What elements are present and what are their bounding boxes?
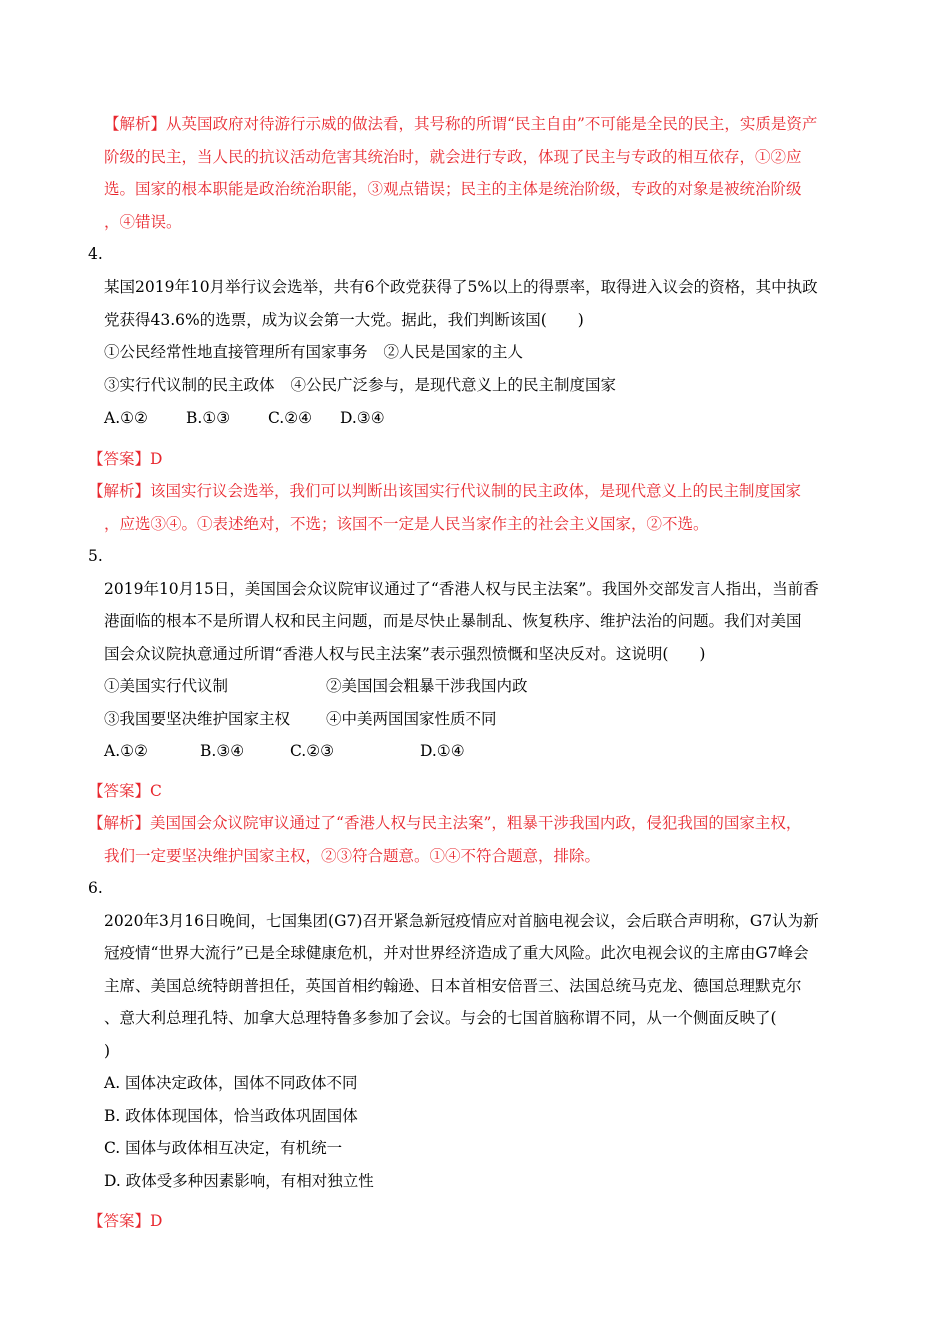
q4-analysis-line1 [88,480,801,502]
q4-options [104,407,385,429]
answer-value: D [150,450,163,468]
q3-analysis-line4: ，④错误。 [104,213,182,231]
q4-number: 4. [88,245,103,263]
q6-stem-line4: 、意大利总理孔特、加拿大总理特鲁多参加了会议。与会的七国首脑称谓不同，从一个侧面反映了( [104,1009,777,1027]
q5-items-row1 [104,675,528,697]
q5-option-d: D.①④ [420,742,465,760]
analysis-tag: 【解析】 [88,814,151,832]
answer-tag: 【答案】 [88,450,151,468]
q5-options [104,740,465,762]
q3-analysis-line3: 选。国家的根本职能是政治统治职能，③观点错误；民主的主体是统治阶级，专政的对象是被统治阶级 [104,180,802,198]
q4-answer [88,448,162,470]
q6-option-a: A. 国体决定政体，国体不同政体不同 [104,1074,358,1092]
q5-analysis-line1 [88,812,801,834]
q4-item-4: ④公民广泛参与，是现代意义上的民主制度国家 [290,376,617,394]
q6-option-c: C. 国体与政体相互决定，有机统一 [104,1139,343,1157]
answer-tag: 【答案】 [88,1212,151,1230]
q4-analysis-line2: ，应选③④。①表述绝对，不选；该国不一定是人民当家作主的社会主义国家，②不选。 [104,515,709,533]
q5-item-3: ③我国要坚决维护国家主权 [104,710,291,728]
q4-stem-line1: 某国2019年10月举行议会选举，共有6个政党获得了5%以上的得票率，取得进入议会的资格，其中执政 [104,278,818,296]
answer-value: C [150,782,162,800]
analysis-text: 从英国政府对待游行示威的做法看，其号称的所谓“民主自由”不可能是全民的民主，实质是资产 [166,115,818,133]
q6-stem-line1: 2020年3月16日晚间，七国集团(G7)召开紧急新冠疫情应对首脑电视会议，会后联合声明称，G7认为新 [104,912,819,930]
analysis-tag: 【解析】 [88,482,151,500]
q5-stem-line3: 国会众议院执意通过所谓“香港人权与民主法案”表示强烈愤慨和坚决反对。这说明( ) [104,645,706,663]
q4-option-b: B.①③ [186,409,231,427]
q5-option-c: C.②③ [290,742,335,760]
q6-stem-line5: ) [104,1042,111,1060]
q3-analysis-line1 [104,113,817,135]
q6-number: 6. [88,879,103,897]
q5-items-row2 [104,708,497,730]
q6-answer [88,1210,162,1232]
q5-option-a: A.①② [104,742,148,760]
q6-stem-line3: 主席、美国总统特朗普担任，英国首相约翰逊、日本首相安倍晋三、法国总统马克龙、德国总理默克尔 [104,977,802,995]
q5-option-b: B.③④ [200,742,245,760]
q6-stem-line2: 冠疫情“世界大流行”已是全球健康危机，并对世界经济造成了重大风险。此次电视会议的主席由G7峰会 [104,944,809,962]
analysis-tag: 【解析】 [104,115,167,133]
q3-analysis-line2: 阶级的民主，当人民的抗议活动危害其统治时，就会进行专政，体现了民主与专政的相互依存，①②应 [104,148,802,166]
q6-option-d: D. 政体受多种因素影响，有相对独立性 [104,1172,374,1190]
q4-item-2: ②人民是国家的主人 [383,343,524,361]
q4-option-a: A.①② [104,409,148,427]
answer-tag: 【答案】 [88,782,151,800]
q5-number: 5. [88,547,103,565]
analysis-text: 美国国会众议院审议通过了“香港人权与民主法案”，粗暴干涉我国内政，侵犯我国的国家主权， [150,814,802,832]
q5-item-2: ②美国国会粗暴干涉我国内政 [326,677,528,695]
q4-stem-line2: 党获得43.6%的选票，成为议会第一大党。据此，我们判断该国( ) [104,311,584,329]
q4-item-1: ①公民经常性地直接管理所有国家事务 [104,343,368,361]
q4-option-c: C.②④ [268,409,313,427]
answer-value: D [150,1212,163,1230]
q5-analysis-line2: 我们一定要坚决维护国家主权，②③符合题意。①④不符合题意，排除。 [104,847,601,865]
q4-items-row2 [104,374,616,396]
q5-item-4: ④中美两国国家性质不同 [326,710,497,728]
q5-stem-line2: 港面临的根本不是所谓人权和民主问题，而是尽快止暴制乱、恢复秩序、维护法治的问题。我们对美国 [104,612,802,630]
q4-item-3: ③实行代议制的民主政体 [104,376,275,394]
q5-item-1: ①美国实行代议制 [104,677,229,695]
q6-option-b: B. 政体体现国体，恰当政体巩固国体 [104,1107,358,1125]
q4-items-row1 [104,341,523,363]
q5-answer [88,780,162,802]
q4-option-d: D.③④ [340,409,385,427]
analysis-text: 该国实行议会选举，我们可以判断出该国实行代议制的民主政体，是现代意义上的民主制度国家 [150,482,802,500]
q5-stem-line1: 2019年10月15日，美国国会众议院审议通过了“香港人权与民主法案”。我国外交部发言人指出，当前香 [104,580,819,598]
